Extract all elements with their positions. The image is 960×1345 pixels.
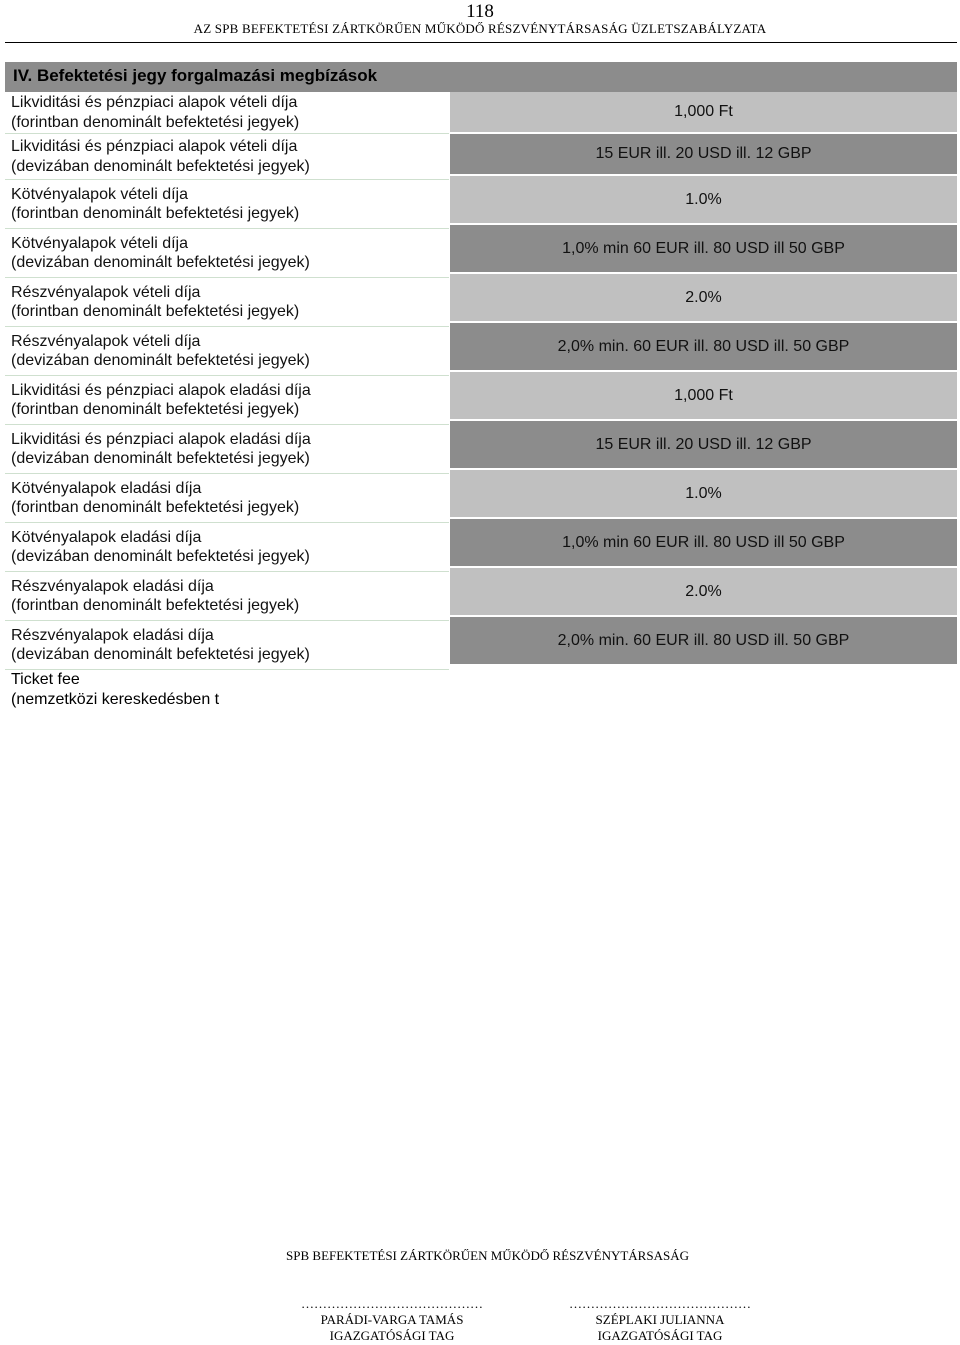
fee-label-line1: Likviditási és pénzpiaci alapok vételi díja <box>11 138 298 155</box>
fee-label-row <box>5 523 449 572</box>
fee-label-row <box>5 621 449 670</box>
fee-value-cell: 1,000 Ft <box>450 372 957 421</box>
signature-block <box>540 1296 780 1344</box>
fee-label-row <box>5 134 449 180</box>
fee-label-line1: Likviditási és pénzpiaci alapok eladási díja <box>11 430 311 448</box>
fee-value-cell: 15 EUR ill. 20 USD ill. 12 GBP <box>450 421 957 470</box>
fee-label-row <box>5 278 449 327</box>
signatory-title: IGAZGATÓSÁGI TAG <box>329 1328 455 1343</box>
fee-label-row <box>5 327 449 376</box>
signature-block <box>272 1296 512 1344</box>
footer-company: SPB BEFEKTETÉSI ZÁRTKÖRŰEN MŰKÖDŐ RÉSZVÉNYTÁRSASÁG <box>286 1248 689 1263</box>
fee-label-line2: (devizában denominált befektetési jegyek) <box>11 646 310 663</box>
fee-label-line1: Kötvényalapok eladási díja <box>11 479 202 497</box>
signatory-name: SZÉPLAKI JULIANNA <box>595 1312 725 1327</box>
fee-label-row <box>5 229 449 278</box>
fee-value-cell: 1.0% <box>450 176 957 225</box>
fee-label-line2: (devizában denominált befektetési jegyek) <box>11 254 310 271</box>
fee-label-row <box>5 92 449 134</box>
header-divider <box>5 42 957 43</box>
fee-value-cell: 2.0% <box>450 274 957 323</box>
fee-label-line2: (forintban denominált befektetési jegyek) <box>11 597 300 614</box>
fee-label-line2: (forintban denominált befektetési jegyek) <box>11 499 300 516</box>
fee-label-line2: (devizában denominált befektetési jegyek) <box>11 352 310 369</box>
fee-values-column <box>450 92 957 666</box>
fee-label-line2: (forintban denominált befektetési jegyek) <box>11 303 300 320</box>
fee-label-line1: Részvényalapok vételi díja <box>11 283 201 301</box>
fee-label-line2: (devizában denominált befektetési jegyek) <box>11 157 310 175</box>
fee-label-line1: Részvényalapok eladási díja <box>11 626 214 644</box>
fee-label-line1: Részvényalapok vételi díja <box>11 332 201 350</box>
fee-label-row <box>5 180 449 229</box>
fee-value-cell: 1,000 Ft <box>450 92 957 134</box>
fee-label-line1: Likviditási és pénzpiaci alapok eladási díja <box>11 381 311 399</box>
fee-label-line2: (devizában denominált befektetési jegyek) <box>11 450 310 467</box>
fee-label-line1: Likviditási és pénzpiaci alapok vételi díja <box>11 94 298 111</box>
fee-label-row <box>5 376 449 425</box>
fee-value-cell: 1,0% min 60 EUR ill. 80 USD ill 50 GBP <box>450 519 957 568</box>
fee-label-row <box>5 425 449 474</box>
signature-line: …………………………………… <box>301 1296 483 1311</box>
fee-label-line2: (forintban denominált befektetési jegyek) <box>11 205 300 222</box>
signature-line: …………………………………… <box>569 1296 751 1311</box>
fee-value-cell: 2.0% <box>450 568 957 617</box>
fee-label-line1: Kötvényalapok vételi díja <box>11 185 188 203</box>
fee-value-cell: 1.0% <box>450 470 957 519</box>
document-header: AZ SPB BEFEKTETÉSI ZÁRTKÖRŰEN MŰKÖDŐ RÉSZVÉNYTÁRSASÁG ÜZLETSZABÁLYZATA <box>193 21 767 36</box>
fee-labels-column <box>5 92 449 670</box>
fee-label-line2: (devizában denominált befektetési jegyek) <box>11 548 310 565</box>
fee-label-row <box>5 572 449 621</box>
fee-value-cell: 15 EUR ill. 20 USD ill. 12 GBP <box>450 134 957 176</box>
signatory-title: IGAZGATÓSÁGI TAG <box>597 1328 723 1343</box>
fee-label-line1: Részvényalapok eladási díja <box>11 577 214 595</box>
page-number: 118 <box>466 1 494 22</box>
fee-label-line1: Kötvényalapok vételi díja <box>11 234 188 252</box>
fee-value-cell: 1,0% min 60 EUR ill. 80 USD ill 50 GBP <box>450 225 957 274</box>
ticket-fee-line2: (nemzetközi kereskedésben t <box>11 691 220 708</box>
fee-label-line1: Kötvényalapok eladási díja <box>11 528 202 546</box>
fee-label-row <box>5 474 449 523</box>
fee-label-line2: (forintban denominált befektetési jegyek) <box>11 113 300 131</box>
fee-value-cell: 2,0% min. 60 EUR ill. 80 USD ill. 50 GBP <box>450 323 957 372</box>
fee-label-line2: (forintban denominált befektetési jegyek) <box>11 401 300 418</box>
ticket-fee-line1: Ticket fee <box>11 671 80 688</box>
section-title: IV. Befektetési jegy forgalmazási megbízások <box>5 62 957 92</box>
ticket-fee-label <box>11 670 219 710</box>
signatory-name: PARÁDI-VARGA TAMÁS <box>320 1312 464 1327</box>
fee-value-cell: 2,0% min. 60 EUR ill. 80 USD ill. 50 GBP <box>450 617 957 666</box>
